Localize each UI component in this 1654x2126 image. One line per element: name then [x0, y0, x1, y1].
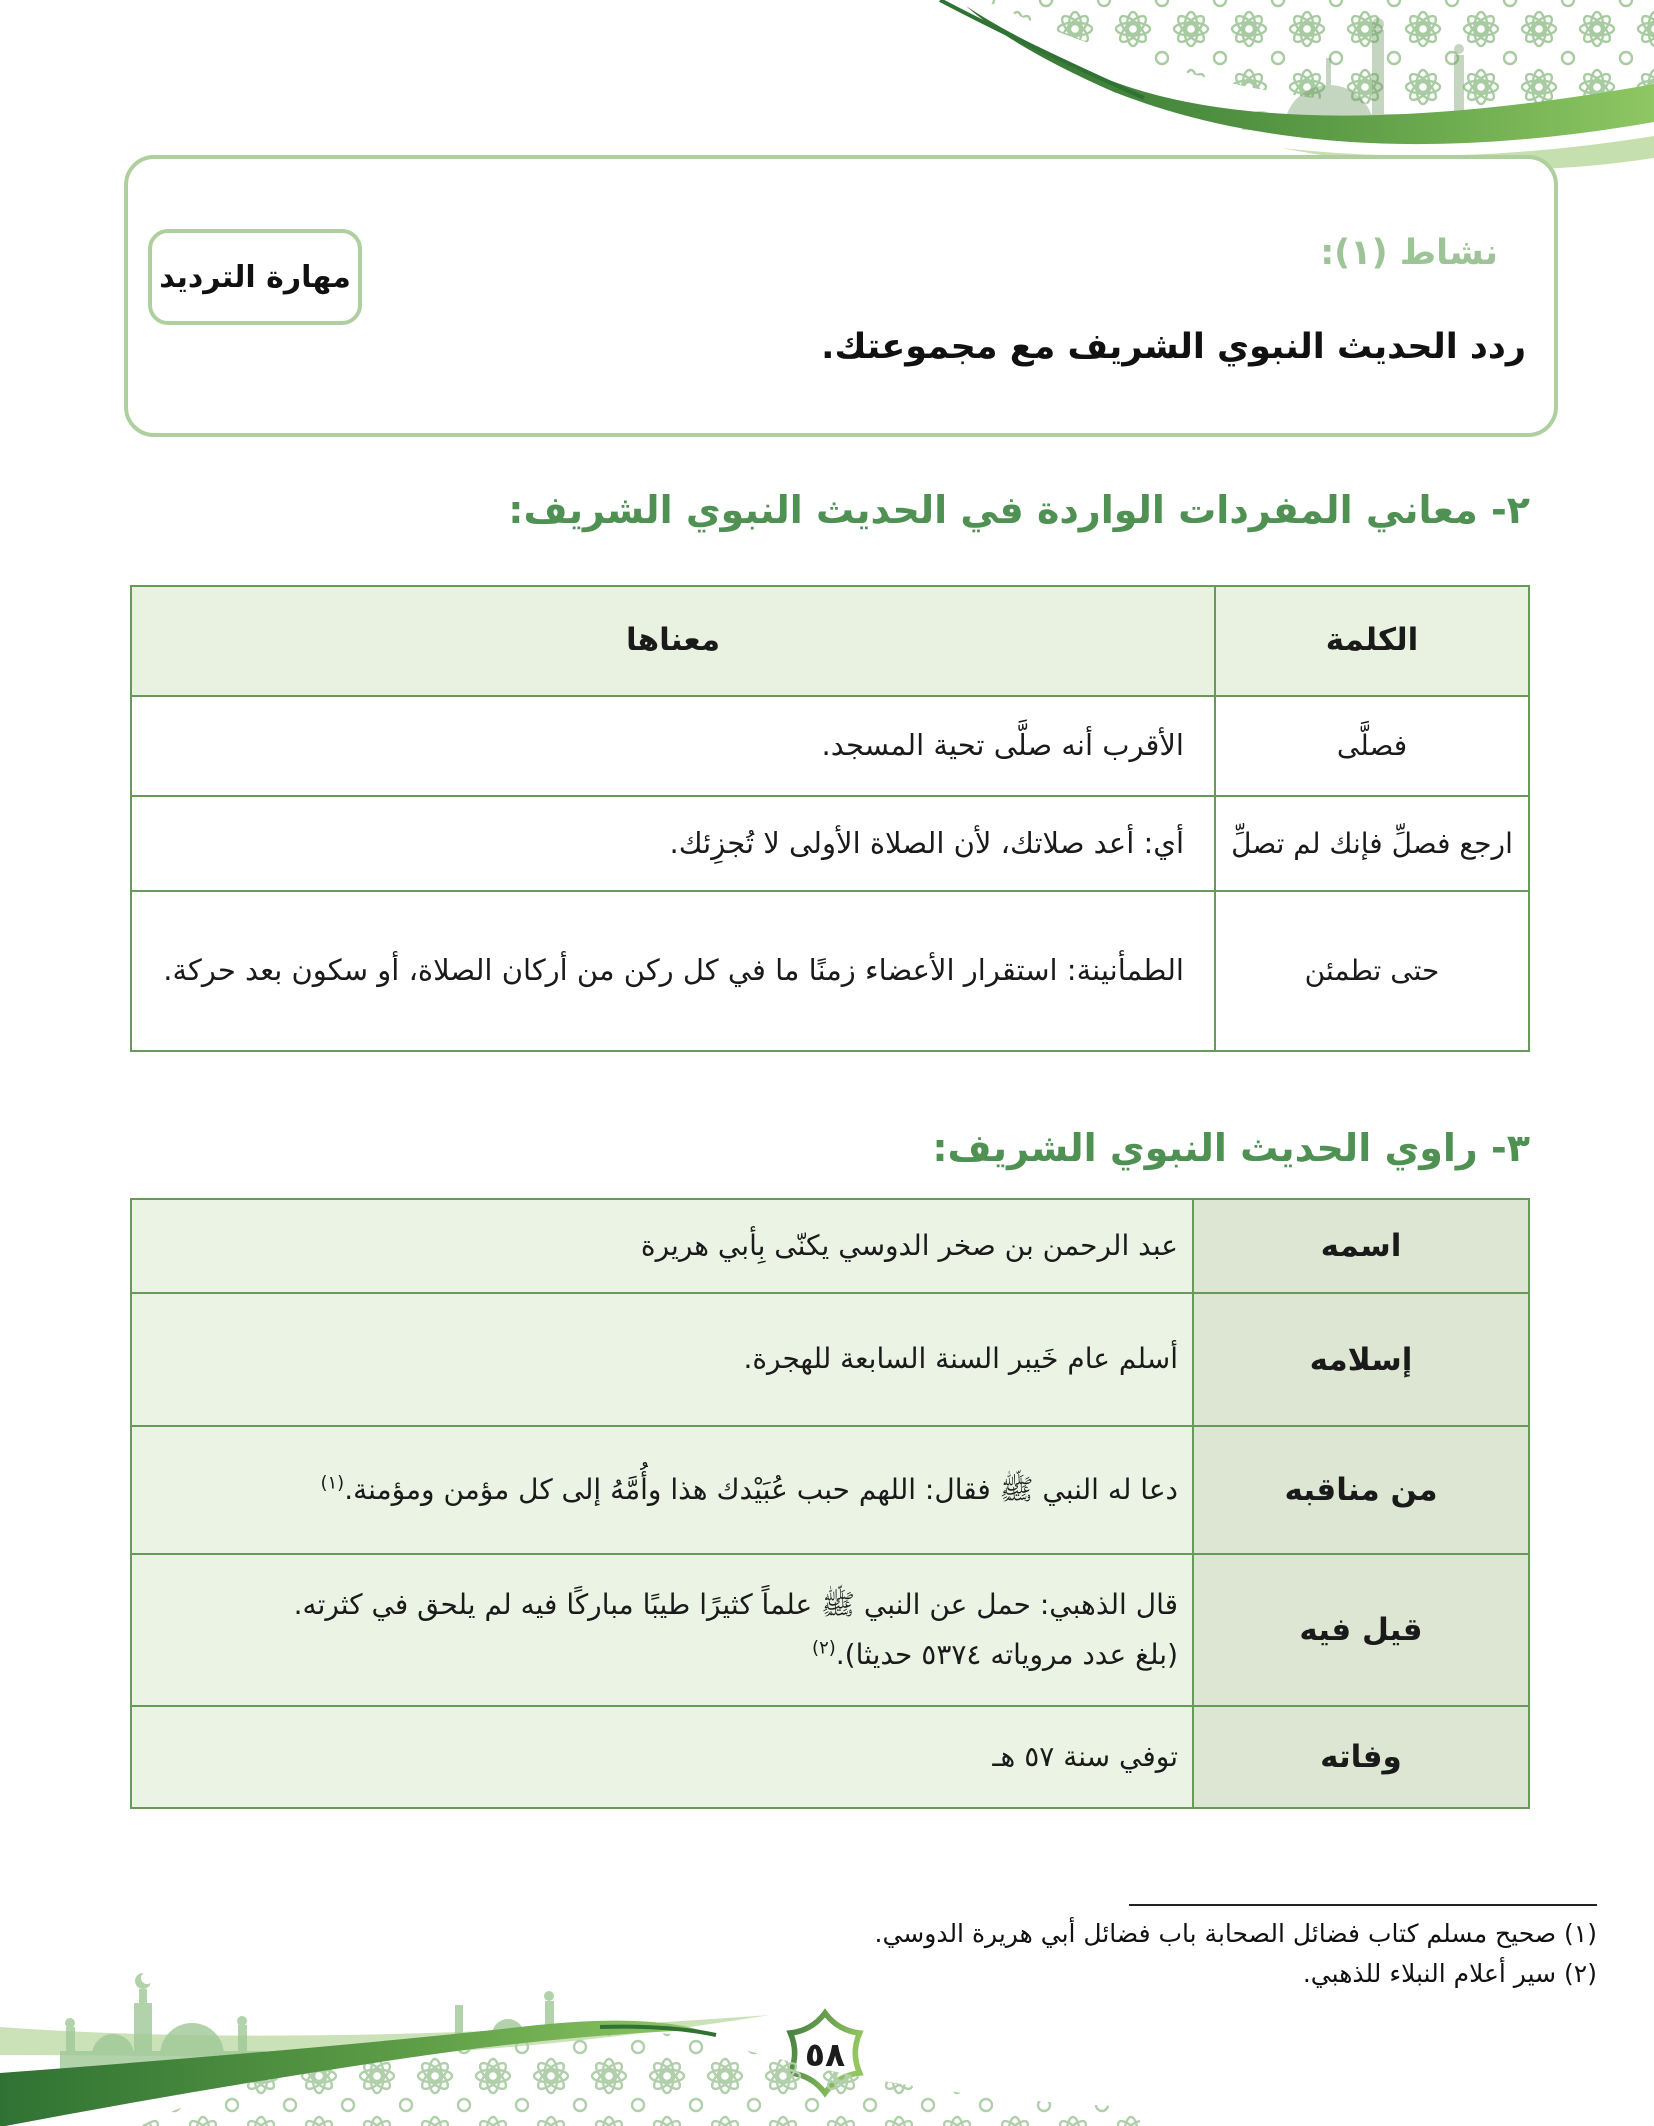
- vocab-row: [132, 795, 1528, 890]
- narrator-row-said-about-him: [132, 1553, 1528, 1705]
- vocab-table: [130, 585, 1530, 1052]
- footnote-marker-1: (١): [320, 1472, 345, 1494]
- narrator-value-text: دعا له النبي ﷺ فقال: اللهم حبب عُبَيْدك هذا وأُمَّهُ إلى كل مؤمن ومؤمنة.: [344, 1472, 1178, 1506]
- vocab-header-word: الكلمة: [1214, 587, 1528, 695]
- narrator-label: قيل فيه: [1192, 1555, 1528, 1705]
- narrator-row-name: [132, 1200, 1528, 1292]
- word-cell: ارجع فصلِّ فإنك لم تصلِّ: [1214, 797, 1528, 890]
- narrator-value-text: قال الذهبي: حمل عن النبي ﷺ علماً كثيرًا طيبًا مباركًا فيه لم يلحق في كثرته.: [293, 1587, 1178, 1621]
- narrator-table: [130, 1198, 1530, 1809]
- skill-badge-label: مهارة الترديد: [159, 259, 351, 295]
- footnote-marker-2: (٢): [812, 1637, 836, 1659]
- narrator-value: [132, 1294, 1192, 1425]
- narrator-label: إسلامه: [1192, 1294, 1528, 1425]
- meaning-cell: الأقرب أنه صلَّى تحية المسجد.: [821, 728, 1184, 763]
- bottom-banner-decoration: [0, 1931, 1150, 2126]
- skill-badge: [148, 229, 362, 325]
- footnote-separator: [1129, 1904, 1597, 1906]
- narrator-value: [132, 1427, 1192, 1553]
- meaning-cell: أي: أعد صلاتك، لأن الصلاة الأولى لا تُجزِئك.: [669, 825, 1184, 860]
- top-banner-art: [814, 0, 1654, 170]
- narrator-section-heading: ٣- راوي الحديث النبوي الشريف:: [932, 1126, 1530, 1170]
- bottom-banner-art: [0, 1931, 1150, 2126]
- footnote-1: (١) صحيح مسلم كتاب فضائل الصحابة باب فضائل أبي هريرة الدوسي.: [874, 1919, 1597, 1948]
- word-cell: حتى تطمئن: [1214, 892, 1528, 1050]
- narrator-value-text: توفي سنة ٥٧ هـ: [992, 1739, 1178, 1773]
- narrator-label: وفاته: [1192, 1707, 1528, 1807]
- word-cell: فصلَّى: [1214, 697, 1528, 795]
- vocab-header-row: [132, 587, 1528, 695]
- page-number: ٥٨: [804, 2034, 846, 2074]
- narrator-row-islam: [132, 1292, 1528, 1425]
- vocab-header-meaning: معناها: [625, 622, 721, 659]
- activity-instruction: ردد الحديث النبوي الشريف مع مجموعتك.: [821, 327, 1526, 367]
- activity-title: نشاط (١):: [1320, 233, 1498, 273]
- narrator-value: [132, 1200, 1192, 1292]
- footnote-2: (٢) سير أعلام النبلاء للذهبي.: [1302, 1959, 1597, 1988]
- narrator-value-text: أسلم عام خَيبر السنة السابعة للهجرة.: [743, 1342, 1178, 1376]
- narrator-value-text: (بلغ عدد مروياته ٥٣٧٤ حديثا).: [835, 1638, 1178, 1671]
- narrator-row-virtues: [132, 1425, 1528, 1553]
- narrator-label: من مناقبه: [1192, 1427, 1528, 1553]
- narrator-label: اسمه: [1192, 1200, 1528, 1292]
- activity-box: [124, 155, 1558, 437]
- narrator-value: [132, 1555, 1192, 1705]
- vocab-section-heading: ٢- معاني المفردات الواردة في الحديث النبوي الشريف:: [508, 488, 1530, 532]
- vocab-row: [132, 695, 1528, 795]
- vocab-row: [132, 890, 1528, 1050]
- narrator-value-text: عبد الرحمن بن صخر الدوسي يكنّى بِأبي هريرة: [640, 1228, 1178, 1262]
- top-banner-decoration: [814, 0, 1654, 170]
- narrator-row-death: [132, 1705, 1528, 1807]
- meaning-cell: الطمأنينة: استقرار الأعضاء زمنًا ما في كل ركن من أركان الصلاة، أو سكون بعد حركة.: [163, 953, 1184, 988]
- narrator-value: [132, 1707, 1192, 1807]
